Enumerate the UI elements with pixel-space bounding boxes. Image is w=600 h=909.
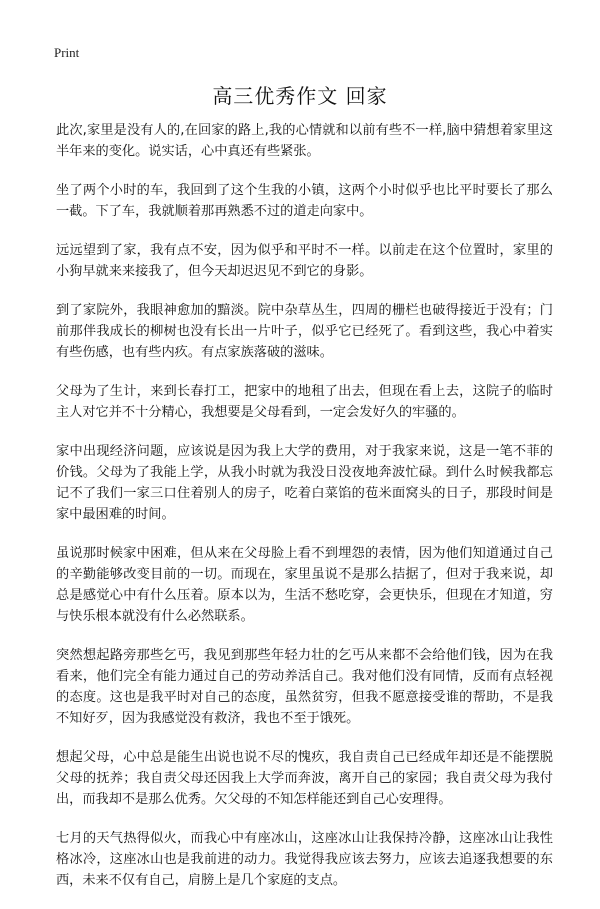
paragraph: 家中出现经济问题，应该说是因为我上大学的费用，对于我家来说，这是一笔不菲的价钱。父母为了我能上学，从我小时就为我没日没夜地奔波忙碌。到什么时候我都忘记不了我们一家三口住着别人的房子，吃着白菜馅的苞米面窝头的日子，那段时间是家中最困难的时间。 [56, 444, 553, 522]
page-title: 高三优秀作文 回家 [212, 84, 388, 108]
paragraph: 七月的天气热得似火，而我心中有座冰山，这座冰山让我保持冷静，这座冰山让我性格冰冷，这座冰山也是我前进的动力。我觉得我应该去努力，应该去追逐我想要的东西，未来不仅有自己，肩膀上是几个家庭的支点。 [56, 831, 553, 888]
paragraph: 突然想起路旁那些乞丐，我见到那些年轻力壮的乞丐从来都不会给他们钱，因为在我看来，他们完全有能力通过自己的劳动养活自己。我对他们没有同情，反而有点轻视的态度。这也是我平时对自己的态度，虽然贫穷，但我不愿意接受谁的帮助，不是我不知好歹，因为我感觉没有救济，我也不至于饿死。 [56, 648, 553, 726]
paragraph: 父母为了生计，来到长春打工，把家中的地租了出去，但现在看上去，这院子的临时主人对它并不十分精心，我想要是父母看到，一定会发好久的牢骚的。 [56, 384, 553, 420]
paragraph: 到了家院外，我眼神愈加的黯淡。院中杂草丛生，四周的栅栏也破得接近于没有；门前那伴我成长的柳树也没有长出一片叶子，似乎它已经死了。看到这些，我心中着实有些伤感，也有些内疚。有点家族落破的滋味。 [56, 303, 553, 360]
article-body [56, 120, 553, 909]
paragraph: 此次,家里是没有人的,在回家的路上,我的心情就和以前有些不一样,脑中猜想着家里这半年来的变化。说实话，心中真还有些紧张。 [56, 123, 553, 159]
paragraph: 远远望到了家，我有点不安，因为似乎和平时不一样。以前走在这个位置时，家里的小狗早就来来接我了，但今天却迟迟见不到它的身影。 [56, 243, 553, 279]
paragraph: 坐了两个小时的车，我回到了这个生我的小镇，这两个小时似乎也比平时要长了那么一截。下了车，我就顺着那再熟悉不过的道走向家中。 [56, 183, 553, 219]
print-link[interactable]: Print [54, 45, 80, 60]
paragraph: 想起父母，心中总是能生出说也说不尽的愧疚，我自责自己已经成年却还是不能摆脱父母的抚养；我自责父母还因我上大学而奔波，离开自己的家园；我自责父母为我付出，而我却不是那么优秀。欠父母的不知怎样能还到自己心安理得。 [56, 750, 553, 807]
paragraph: 虽说那时候家中困难，但从来在父母脸上看不到埋怨的表情，因为他们知道通过自己的辛勤能够改变目前的一切。而现在，家里虽说不是那么拮据了，但对于我来说，却总是感觉心中有什么压着。原本以为，生活不愁吃穿，会更快乐，但现在才知道，穷与快乐根本就没有什么必然联系。 [56, 546, 553, 624]
